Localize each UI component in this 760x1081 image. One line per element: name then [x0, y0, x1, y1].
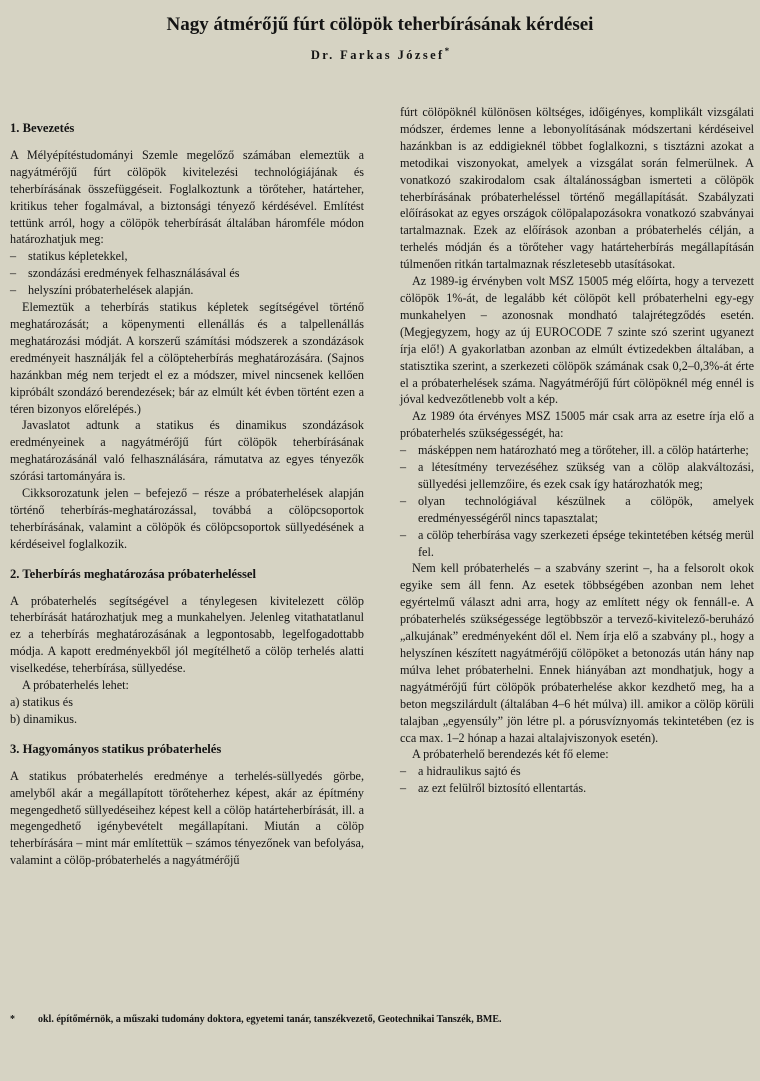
section-1-paragraph-4: Cikksorozatunk jelen – befejező – része a próbaterhelések alapján történő teherbírás-meghatározással, továbbá a cölöpcsoportok teherbírásának, valamint a cölöpök és cölöpcsoportok süllyedésének a kérdéseivel foglalkozik.	[10, 486, 364, 551]
author-footnote-mark: *	[444, 46, 450, 56]
right-paragraph-5: A próbaterhelő berendezés két fő eleme:	[412, 747, 609, 762]
list-item: – másképpen nem határozható meg a törőteher, ill. a cölöp határterhe;	[400, 443, 749, 458]
right-paragraph-4: Nem kell próbaterhelés – a szabvány szerint –, ha a felsorolt okok egyike sem áll fenn. Az esetek többségében azonban nem lehet egyértelmű választ adni arra, hogy az említett négy ok fennáll-e. A próbaterhelés szükségessége legtöbbször a tervező-kivitelező-beruházó „alkujának” eredményeként dől el. Nem írja elő a szabvány pl., hogy a helyszínen készített nagyátmérőjű cölöpöket a betonozás után hány nap múlva lehet próbaterhelni. Ennek hiányában azt mondhatjuk, hogy a nagyátmérőjű fúrt cölöpök próbaterhelése akkor kezdhető meg, ha a beton megszilárdult (általában 4–6 hét múlva) ill. amikor a cölöp körüli talajban „egyensúly” jön létre pl. a pórusvíznyomás tekintetében (ez is cca max. 1–2 hónap a hazai altalajviszonyok esetén).	[400, 561, 754, 745]
author-line	[0, 46, 760, 63]
list-item: – a létesítmény tervezéséhez szükség van a cölöp alakváltozási, süllyedési jellemzőire, és ezek csak így határozhatók meg;	[400, 460, 754, 491]
right-paragraph-3: Az 1989 óta érvényes MSZ 15005 már csak arra az esetre írja elő a próbaterhelés szükségességét, ha:	[400, 409, 754, 441]
list-item: – a hidraulikus sajtó és	[400, 764, 521, 779]
dash-bullet: –	[10, 249, 17, 264]
section-2-paragraph-2: A próbaterhelés lehet:	[22, 678, 129, 693]
section-1-paragraph-3: Javaslatot adtunk a statikus és dinamikus szondázások eredményeinek a nagyátmérőjű fúrt cölöpök teherbírásának meghatározásánál való felhasználására, rámutatva az egyes tényezők szórási tartományára is.	[10, 418, 364, 484]
section-1-paragraph-2: Elemeztük a teherbírás statikus képletek segítségével történő meghatározását; a köpenymenti ellenállás és a talpellenállás meghatározási módját. A korszerű számítási módszerek a szondázások eredményeit használják fel a cölöpteherbírás meghatározására. (Sajnos hazánkban még nem terjedt el ez a módszer, mivel nincsenek kellően kipróbált szondázó berendezések; bár az elmúlt két évben történt ezen a téren bizonyos előrelépés.)	[10, 300, 364, 416]
dash-bullet: –	[400, 764, 407, 779]
list-item: – statikus képletekkel,	[10, 249, 128, 264]
right-paragraph-1: fúrt cölöpöknél különösen költséges, időigényes, komplikált vizsgálati módszer, érdemes lenne a lebonyolításának módszertani kérdéseivel hazánkban is az eddigieknél többet foglalkozni, s tisztázni azokat a metodikai viszonyokat, amelyek a vizsgálat során felmerülnek. A vonatkozó szakirodalom csak általánosságban ismerteti a cölöpök teherbírásának próbaterheléssel történő megállapítását. Szabályzati előírásokat az egyes országok cölöpalapozásokra vonatkozó szabványai tartalmaznak. Ezek az előírások azonban a próbaterhelés céljá‌n, a terhelés módján és a törőteher vagy határteherbírás megállapításán túlmenően ritkán tartalmaznak részletesebb utasításokat.	[400, 105, 754, 272]
section-3-heading: 3. Hagyományos statikus próbaterhelés	[10, 741, 222, 756]
test-type-item-a: a) statikus és	[10, 695, 73, 709]
dash-bullet: –	[10, 266, 17, 281]
dash-bullet: –	[400, 527, 407, 542]
dash-bullet: –	[400, 493, 407, 508]
author-name: Dr. Farkas József	[310, 48, 445, 63]
test-requirements-list	[400, 442, 754, 560]
section-3-paragraph-1: A statikus próbaterhelés eredménye a terhelés-süllyedés görbe, amelyből akár a megállapított törőteherhez képest, akár az építmény megengedhető süllyedéseihez képest kell a cölöp határteherbírását, ill. a megengedhető igénybevételt megállapítani. Miután a cölöp teherbírására – mint már említettük – számos tényezőnek van befolyása, valamint a cölöp-próbaterhelés a nagyátmérőjű	[10, 768, 364, 868]
dash-bullet: –	[400, 460, 407, 475]
section-2-heading: 2. Teherbírás meghatározása próbaterheléssel	[10, 566, 257, 581]
list-item: – helyszíni próbaterhelések alapján.	[10, 283, 194, 298]
dash-bullet: –	[400, 781, 407, 796]
left-column	[10, 120, 364, 869]
author-footnote	[10, 1014, 750, 1025]
test-type-item-b: b) dinamikus.	[10, 711, 78, 726]
section-1-heading: 1. Bevezetés	[10, 121, 75, 135]
loading-equipment-list	[400, 763, 754, 797]
right-paragraph-2: Az 1989-ig érvényben volt MSZ 15005 még előírta, hogy a tervezett cölöpök 1%-át, de legalább két cölöpöt kell próbaterhelni egy-egy munkahelyen – azonosnak mondható talajrétegződés esetén. (Megjegyzem, hogy az új EUROCODE 7 szinte szó szerint ugyanezt írja elő!) A gyakorlatban azonban az elmúlt évtizedekben általában, a statisztika szerint, a szerkezeti cölöpök számának csak 0,2–0,3%-át érte el a próbaterhelések száma. Nagyátmérőjű fúrt cölöpöknél még ennél is jóval kedvezőtlenebb volt a kép.	[400, 274, 754, 407]
dash-bullet: –	[400, 443, 407, 458]
right-column	[400, 104, 754, 797]
footnote-text: okl. építőmérnök, a műszaki tudomány doktora, egyetemi tanár, tanszékvezető, Geotechnikai Tanszék, BME.	[38, 1014, 502, 1025]
article-title: Nagy átmérőjű fúrt cölöpök teherbírásának kérdései	[166, 14, 594, 35]
list-item: – olyan technológiával készülnek a cölöpök, amelyek eredményességéről nincs tapasztalat;	[400, 493, 754, 525]
section-2-paragraph-1: A próbaterhelés segítségével a ténylegesen kivitelezett cölöp teherbírását határozhatjuk meg a munkahelyen. Jelenleg vitathatatlanul ez a teherbírás meghatározásának a legpontosabb, legelfogadottabb módja. A kapott eredményekből jól megítélhető a cölöp terhelés alatti viselkedése, teherbírása, süllyedése.	[10, 593, 364, 676]
list-item: – a cölöp teherbírása vagy szerkezeti épsége tekintetében kétség merül fel.	[400, 527, 754, 559]
list-item: – az ezt felülről biztosító ellentartás.	[400, 781, 587, 796]
dash-bullet: –	[10, 283, 17, 298]
determination-methods-list	[10, 248, 364, 299]
list-item: – szondázási eredmények felhasználásával és	[10, 266, 240, 281]
footnote-mark: *	[10, 1014, 15, 1025]
section-1-paragraph-1: A Mélyépítéstudományi Szemle megelőző számában elemeztük a nagyátmérőjű fúrt cölöpök kivitelezési technológiájának és teherbírásának összefüggéseit. Foglalkoztunk a törőteher, határteher, kritikus teher fogalmával, a biztonsági tényező kérdésével. Említést tettünk arról, hogy a cölöpök teherbírását általában háromféle módon határozhatjuk meg:	[10, 147, 364, 247]
